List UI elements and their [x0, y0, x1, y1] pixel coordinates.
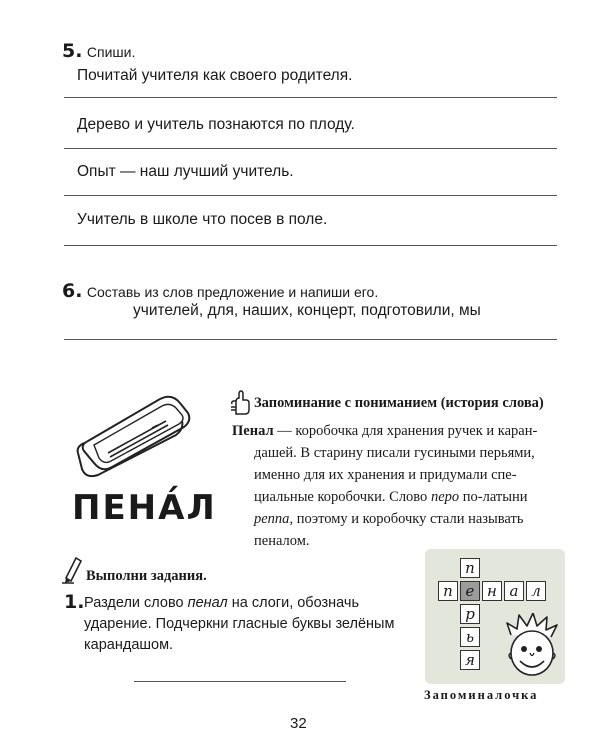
exercise-5-number: 5. [62, 40, 83, 62]
writing-line-5[interactable] [64, 339, 557, 340]
exercise-5-sentence-3: Опыт — наш лучший учитель. [77, 163, 294, 180]
pencil-case-illustration [68, 395, 198, 480]
memo-line-1: Пенал — коробочка для хранения ручек и каран- [232, 423, 538, 439]
exercise-5-sentence-1: Почитай учителя как своего родителя. [77, 67, 353, 84]
memo-line-5: penna, поэтому и коробочку стали называть [254, 511, 524, 527]
crossword-cell: п [460, 558, 480, 578]
memo-word-pero: перо [430, 489, 460, 505]
memo-line-4: циальные коробочки. Слово перо по-латыни [254, 489, 528, 505]
page-number: 32 [290, 715, 307, 732]
exercise-5-sentence-4: Учитель в школе что посев в поле. [77, 211, 328, 228]
task-1-number: 1. [64, 591, 85, 613]
memo-title: Запоминание с пониманием (история слова) [254, 395, 544, 411]
task-1-word: пенал [187, 595, 228, 611]
exercise-6-instruction: Составь из слов предложение и напиши его. [86, 284, 379, 300]
exercise-5-sentence-2: Дерево и учитель познаются по плоду. [77, 116, 355, 133]
memo-term: Пенал [232, 423, 274, 439]
crossword-cell: р [460, 604, 480, 624]
memo-text [232, 420, 572, 552]
memo-line-2: дашей. В старину писали гусиными перьями, [254, 445, 535, 461]
exercise-6-words: учителей, для, наших, концерт, подготовили, мы [133, 302, 481, 319]
pencil-case-tray [78, 421, 183, 476]
exercise-5-instruction: Спиши. [86, 44, 136, 60]
crossword-cell: н [482, 581, 502, 601]
writing-line-4[interactable] [64, 245, 557, 246]
crossword-caption: Запоминалочка [424, 688, 539, 702]
writing-line-6[interactable] [134, 681, 346, 682]
tasks-heading: Выполни задания. [86, 568, 207, 584]
memo-line-3: именно для их хранения и придумали спе- [254, 467, 517, 483]
crossword-cell: а [504, 581, 524, 601]
crossword-cell: л [526, 581, 546, 601]
memo-line-6: пеналом. [254, 533, 310, 549]
pencil-case-lid [83, 397, 190, 470]
boy-face-illustration [503, 613, 561, 679]
pencil-icon [60, 556, 84, 584]
writing-line-2[interactable] [64, 148, 557, 149]
task-1-text: Раздели слово пенал на слоги, обозначь ударение. Подчеркни гласные буквы зелёным карандашом. [84, 595, 395, 653]
exercise-6-number: 6. [62, 280, 83, 302]
crossword-panel [425, 549, 565, 684]
exercise-5-header [62, 40, 135, 62]
memo-word-penna: penna [254, 511, 290, 527]
crossword-cell: п [438, 581, 458, 601]
crossword-cell-shared: е [460, 581, 480, 601]
pencil-case-word: ПЕНА́Л [72, 488, 217, 528]
pointing-hand-icon [228, 390, 250, 416]
writing-line-3[interactable] [64, 195, 557, 196]
crossword-cell: я [460, 650, 480, 670]
exercise-6-header [62, 280, 378, 302]
crossword-cell: ь [460, 627, 480, 647]
writing-line-1[interactable] [64, 97, 557, 98]
